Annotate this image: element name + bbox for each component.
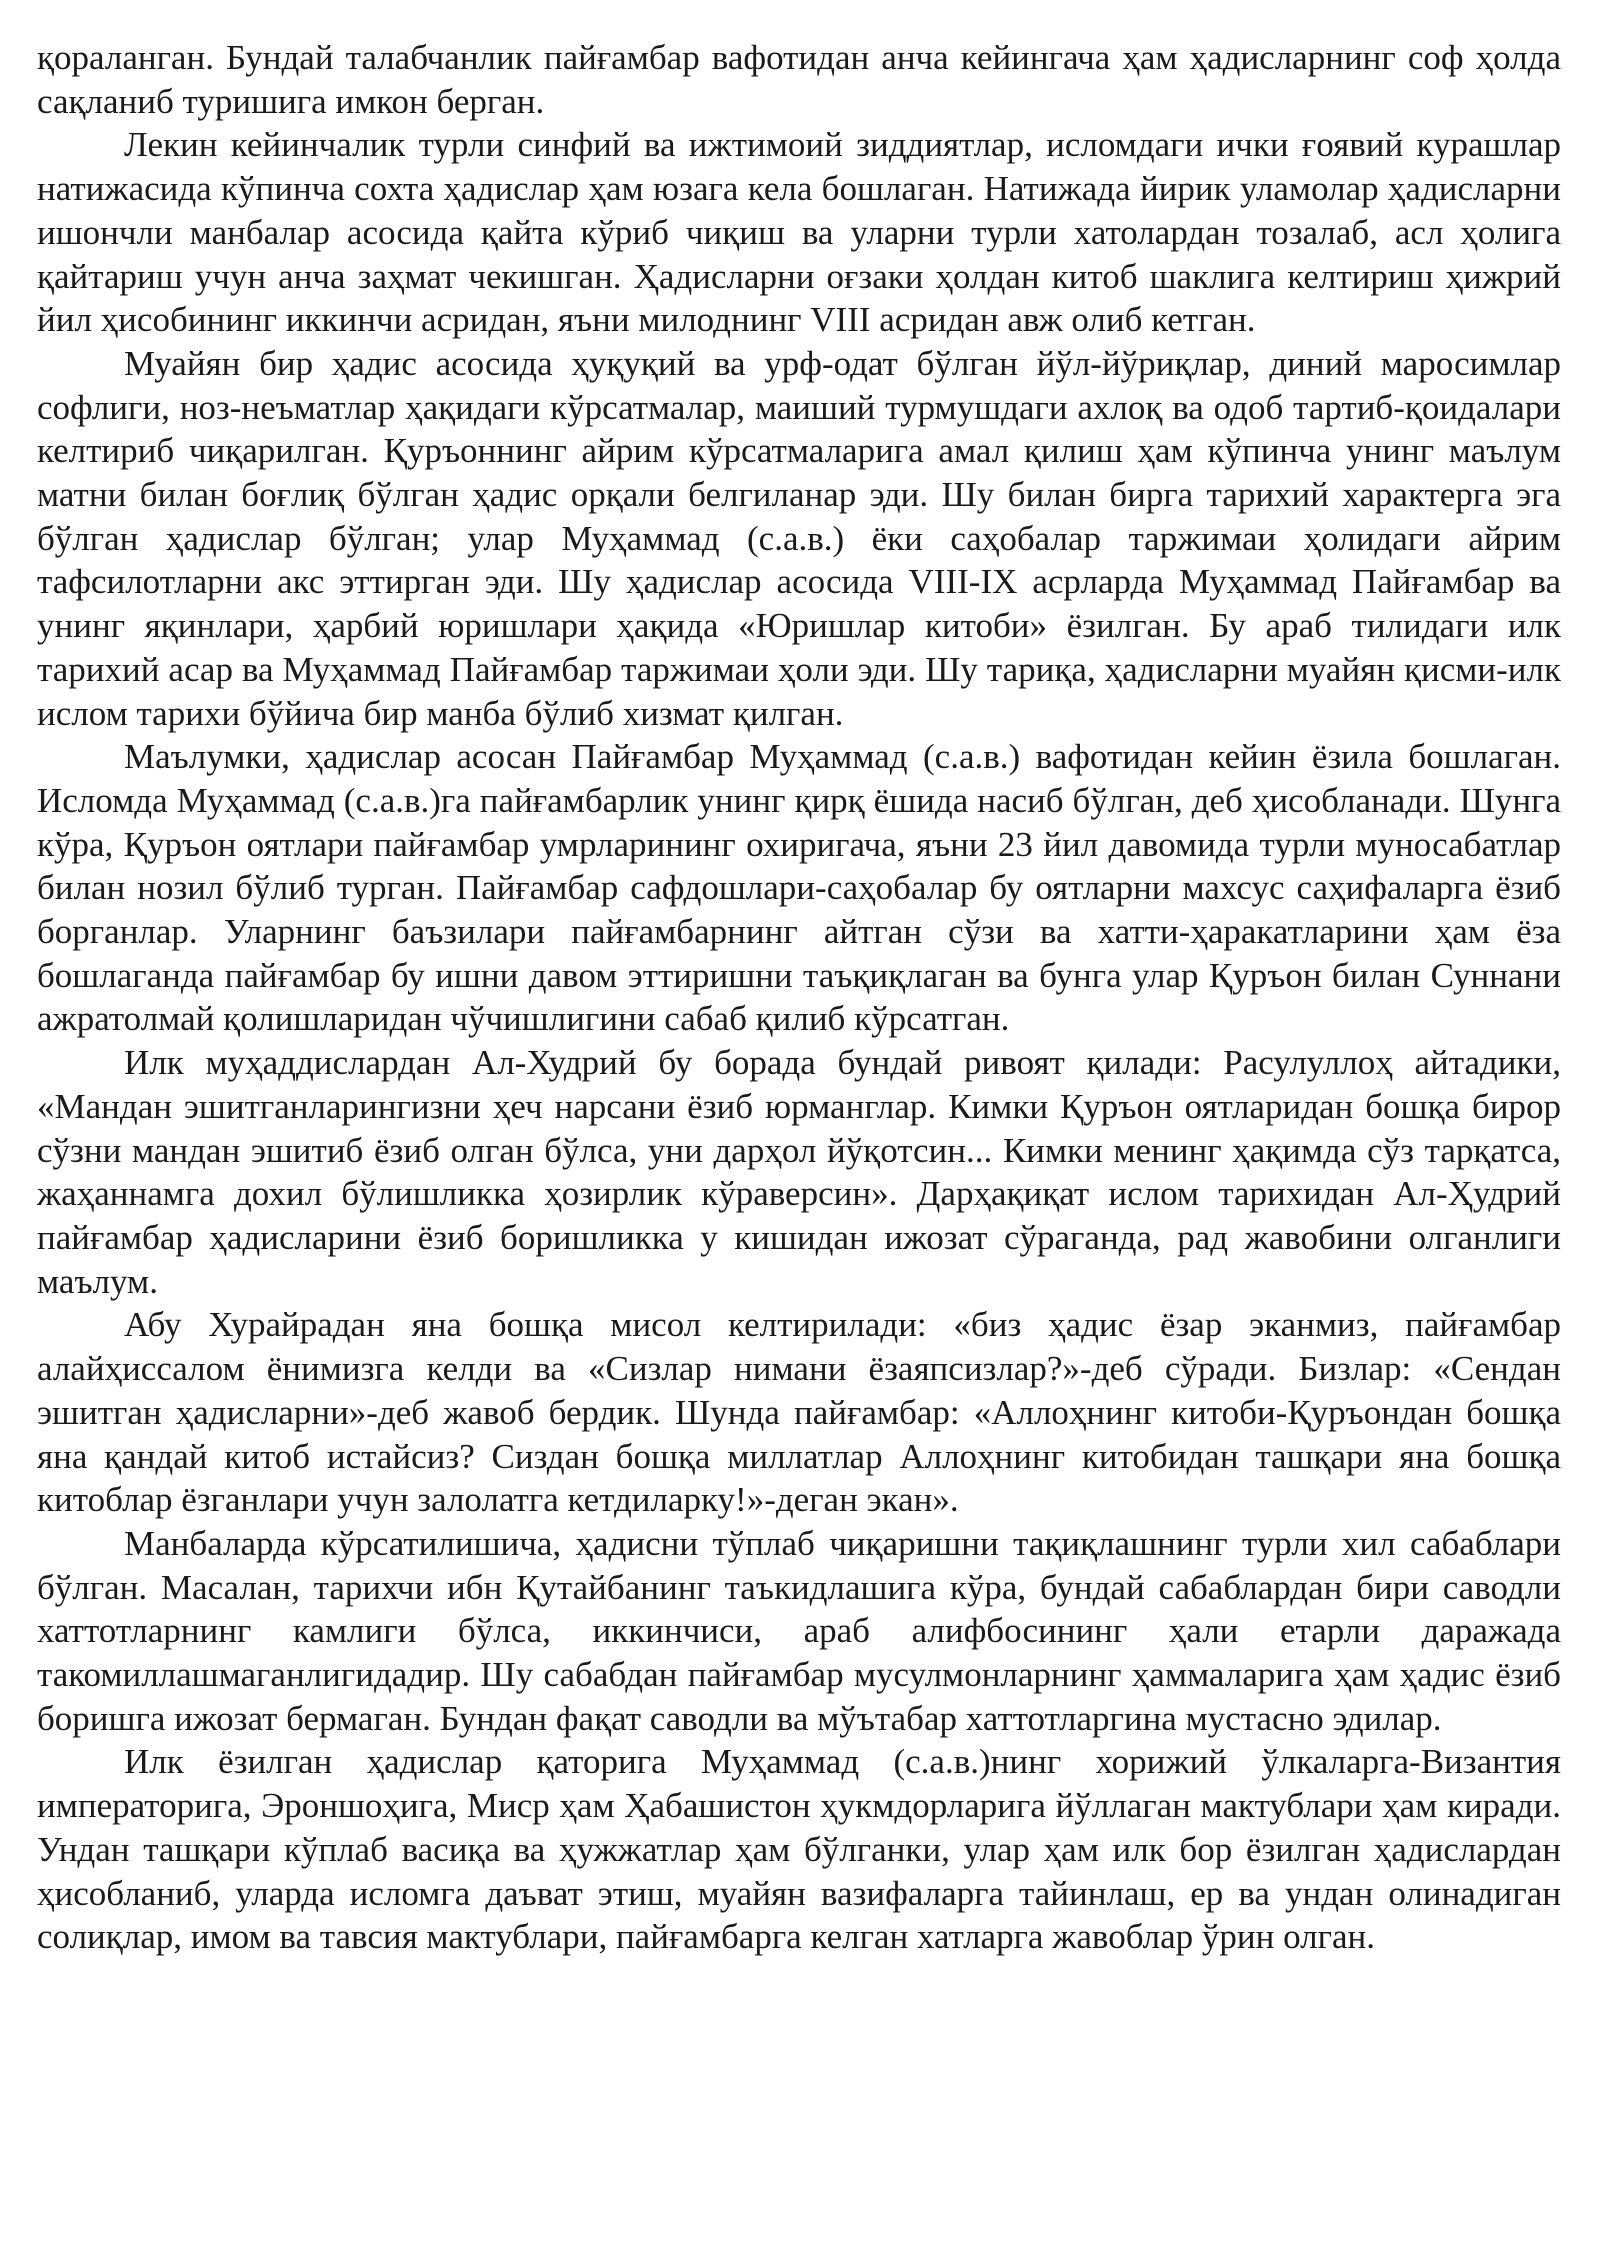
paragraph: Илк ёзилган ҳадислар қаторига Муҳаммад (с.а.в.)нинг хорижий ўлкаларга-Византия императорига, Эроншоҳига, Миср ҳам Ҳабашистон ҳукмдорларига йўллаган мактублари ҳам киради. Ундан ташқари кўплаб васиқа ва ҳужжатлар ҳам бўлганки, улар ҳам илк бор ёзилган ҳадислардан ҳисобланиб, уларда исломга даъват этиш, муайян вазифаларга тайинлаш, ер ва ундан олинадиган солиқлар, имом ва тавсия мактублари, пайғамбарга келган хатларга жавоблар ўрин олган. — [37, 1742, 1561, 1957]
document-page — [37, 36, 1561, 1959]
paragraph: Абу Хурайрадан яна бошқа мисол келтирилади: «биз ҳадис ёзар эканмиз, пайғамбар алайҳиссалом ёнимизга келди ва «Сизлар нимани ёзаяпсизлар?»-деб сўради. Бизлар: «Сендан эшитган ҳадисларни»-деб жавоб бердик. Шунда пайғамбар: «Аллоҳнинг китоби-Қуръондан бошқа яна қандай китоб истайсиз? Сиздан бошқа миллатлар Аллоҳнинг китобидан ташқари яна бошқа китоблар ёзганлари учун залолатга кетдиларку!»-деган экан». — [37, 1305, 1561, 1520]
paragraph: Маълумки, ҳадислар асосан Пайғамбар Муҳаммад (с.а.в.) вафотидан кейин ёзила бошлаган. Исломда Муҳаммад (с.а.в.)га пайғамбарлик унинг қирқ ёшида насиб бўлган, деб ҳисобланади. Шунга кўра, Қуръон оятлари пайғамбар умрларининг охиригача, яъни 23 йил давомида турли муносабатлар билан нозил бўлиб турган. Пайғамбар сафдошлари-саҳобалар бу оятларни махсус саҳифаларга ёзиб борганлар. Уларнинг баъзилари пайғамбарнинг айтган сўзи ва хатти-ҳаракатларини ҳам ёза бошлаганда пайғамбар бу ишни давом эттиришни таъқиқлаган ва бунга улар Қуръон билан Суннани ажратолмай қолишларидан чўчишлигини сабаб қилиб кўрсатган. — [37, 737, 1561, 1039]
paragraph: Муайян бир ҳадис асосида ҳуқуқий ва урф-одат бўлган йўл-йўриқлар, диний маросимлар софлиги, ноз-неъматлар ҳақидаги кўрсатмалар, маиший турмушдаги ахлоқ ва одоб тартиб-қоидалари келтириб чиқарилган. Қуръоннинг айрим кўрсатмаларига амал қилиш ҳам кўпинча унинг маълум матни билан боғлиқ бўлган ҳадис орқали белгиланар эди. Шу билан бирга тарихий характерга эга бўлган ҳадислар бўлган; улар Муҳаммад (с.а.в.) ёки саҳобалар таржимаи ҳолидаги айрим тафсилотларни акс эттирган эди. Шу ҳадислар асосида VIII-IX асрларда Муҳаммад Пайғамбар ва унинг яқинлари, ҳарбий юришлари ҳақида «Юришлар китоби» ёзилган. Бу араб тилидаги илк тарихий асар ва Муҳаммад Пайғамбар таржимаи ҳоли эди. Шу тариқа, ҳадисларни муайян қисми-илк ислом тарихи бўйича бир манба бўлиб хизмат қилган. — [37, 343, 1561, 733]
paragraph: Илк муҳаддислардан Ал-Худрий бу борада бундай ривоят қилади: Расулуллоҳ айтадики, «Мандан эшитганларингизни ҳеч нарсани ёзиб юрманглар. Кимки Қуръон оятларидан бошқа бирор сўзни мандан эшитиб ёзиб олган бўлса, уни дарҳол йўқотсин... Кимки менинг ҳақимда сўз тарқатса, жаҳаннамга дохил бўлишликка ҳозирлик кўраверсин». Дарҳақиқат ислом тарихидан Ал-Ҳудрий пайғамбар ҳадисларини ёзиб боришликка у кишидан ижозат сўраганда, рад жавобини олганлиги маълум. — [37, 1043, 1561, 1301]
paragraph: Манбаларда кўрсатилишича, ҳадисни тўплаб чиқаришни тақиқлашнинг турли хил сабаблари бўлган. Масалан, тарихчи ибн Қутайбанинг таъкидлашига кўра, бундай сабаблардан бири саводли хаттотларнинг камлиги бўлса, иккинчиси, араб алифбосининг ҳали етарли даражада такомиллашмаганлигидадир. Шу сабабдан пайғамбар мусулмонларнинг ҳаммаларига ҳам ҳадис ёзиб боришга ижозат бермаган. Бундан фақат саводли ва мўътабар хаттотларгина мустасно эдилар. — [37, 1523, 1561, 1738]
paragraph-continued: қораланган. Бундай талабчанлик пайғамбар вафотидан анча кейингача ҳам ҳадисларнинг соф ҳолда сақланиб туришига имкон берган. — [37, 38, 1561, 121]
paragraph: Лекин кейинчалик турли синфий ва ижтимоий зиддиятлар, исломдаги ички ғоявий курашлар натижасида кўпинча сохта ҳадислар ҳам юзага кела бошлаган. Натижада йирик уламолар ҳадисларни ишончли манбалар асосида қайта кўриб чиқиш ва уларни турли хатолардан тозалаб, асл ҳолига қайтариш учун анча заҳмат чекишган. Ҳадисларни оғзаки ҳолдан китоб шаклига келтириш ҳижрий йил ҳисобининг иккинчи асридан, яъни милоднинг VIII асридан авж олиб кетган. — [37, 125, 1561, 340]
